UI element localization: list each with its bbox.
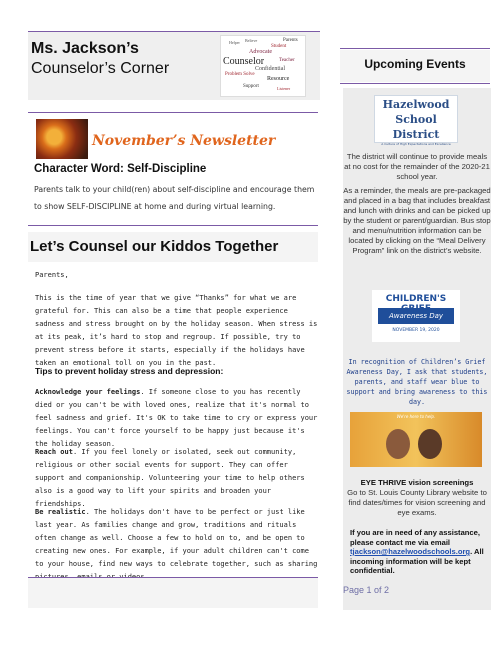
intro-paragraph: This is the time of year that we give “Thanks” for what we are grateful for. This can also be a time that people experience sadness and stress brought on by the holiday season. When stress is at its peak, it’s hard to stop and regroup. If possible, try to prevent stress before it starts, especially if the holidays have taken an emotional toll on you in the past. (35, 294, 318, 367)
sidebar-top-rule (340, 48, 490, 49)
tip-lead: Acknowledge your feelings (35, 388, 141, 396)
tip-paragraph (35, 446, 319, 511)
hazelwood-district-logo: Hazelwood School District A Culture of High Expectations and Excellence (374, 95, 458, 143)
grief-awareness-text: In recognition of Children’s Grief Awareness Day, I ask that students, parents, and staff wear blue to support and bring awareness to this day. (346, 358, 488, 406)
newsletter-bottom-rule (28, 225, 318, 226)
contact-note: . All incoming information will be kept confidential. (350, 547, 484, 575)
tip-paragraph (35, 506, 319, 584)
child-photo (418, 429, 442, 459)
tip-text: . If someone close to you has recently died or you can't be with loved ones, realize that it's normal to feel sadness and grief. It's OK to take time to cry or express your feelings. You can't force yourself to be happy just because it's the holiday season. (35, 388, 318, 448)
bottom-rule (28, 577, 318, 578)
meals-text: The district will continue to provide meals at no cost for the remainder of the 2020-21 school year. (344, 152, 490, 181)
newsletter-title: November’s Newsletter (92, 133, 276, 149)
sidebar-heading-rule (340, 83, 490, 84)
character-word-heading: Character Word: Self-Discipline (34, 163, 207, 175)
bottom-box (28, 578, 318, 608)
page-subtitle: Counselor’s Corner (31, 60, 170, 77)
eye-thrive-text: Go to St. Louis County Library website to find dates/times for vision screening and eye exams. (347, 488, 487, 517)
tip-paragraph (35, 386, 319, 451)
header-top-rule (28, 31, 320, 32)
character-word-text: Parents talk to your child(ren) about self-discipline and encourage them to show SELF-DISCIPLINE at home and during virtual learning. (34, 185, 315, 211)
grief-awareness-logo: CHILDREN'S Awareness Day NOVEMBER 19, 2020 (372, 290, 460, 342)
autumn-leaves-image (36, 119, 88, 159)
tips-heading: Tips to prevent holiday stress and depression: (35, 366, 224, 376)
tip-text: . The holidays don't have to be perfect or just like last year. As families change and grow, traditions and rituals often change as well. Choose a few to hold on to, and be open to creating new ones. For example, if your adult children can't come to your house, find new ways to celebrate together, such as sharing (35, 508, 318, 568)
page-title: Ms. Jackson’s (31, 40, 139, 57)
tip-lead: Be realistic (35, 508, 86, 516)
newsletter-top-rule (28, 112, 318, 113)
tip-lead: Reach out (35, 448, 73, 456)
tip-text: . If you feel lonely or isolated, seek out community, religious or other social events for support. They can offer support and companionship. Volunteering your time to help others also is a good way to lift your spirits and broaden your friendships. (35, 448, 305, 508)
contact-block (350, 528, 490, 576)
eye-thrive-title: EYE THRIVE vision screenings (360, 478, 474, 487)
contact-email-link[interactable]: tjackson@hazelwoodschools.org (350, 547, 471, 556)
meals-detail: As a reminder, the meals are pre-packaged and placed in a bag that includes breakfast and lunch with drinks and can be picked up by the student or parent/guardian. Bus stop and menu/nutrition information can be located by clicking on the “Meal Delivery Program” link on the district’s website. (343, 186, 491, 255)
page-number: Page 1 of 2 (343, 585, 390, 595)
counsel-heading: Let’s Counsel our Kiddos Together (30, 238, 279, 255)
counselor-word-cloud-image: Counselor Student Advocate Parents Problem Solve Confidential Resource Teacher Support Listener Helper Believe (220, 35, 306, 97)
eye-thrive-image: We're here to help. (350, 412, 482, 467)
greeting: Parents, (35, 271, 69, 279)
contact-text: If you are in need of any assistance, please contact me via email (350, 528, 480, 547)
sidebar-heading: Upcoming Events (364, 57, 466, 71)
child-photo (386, 429, 410, 459)
